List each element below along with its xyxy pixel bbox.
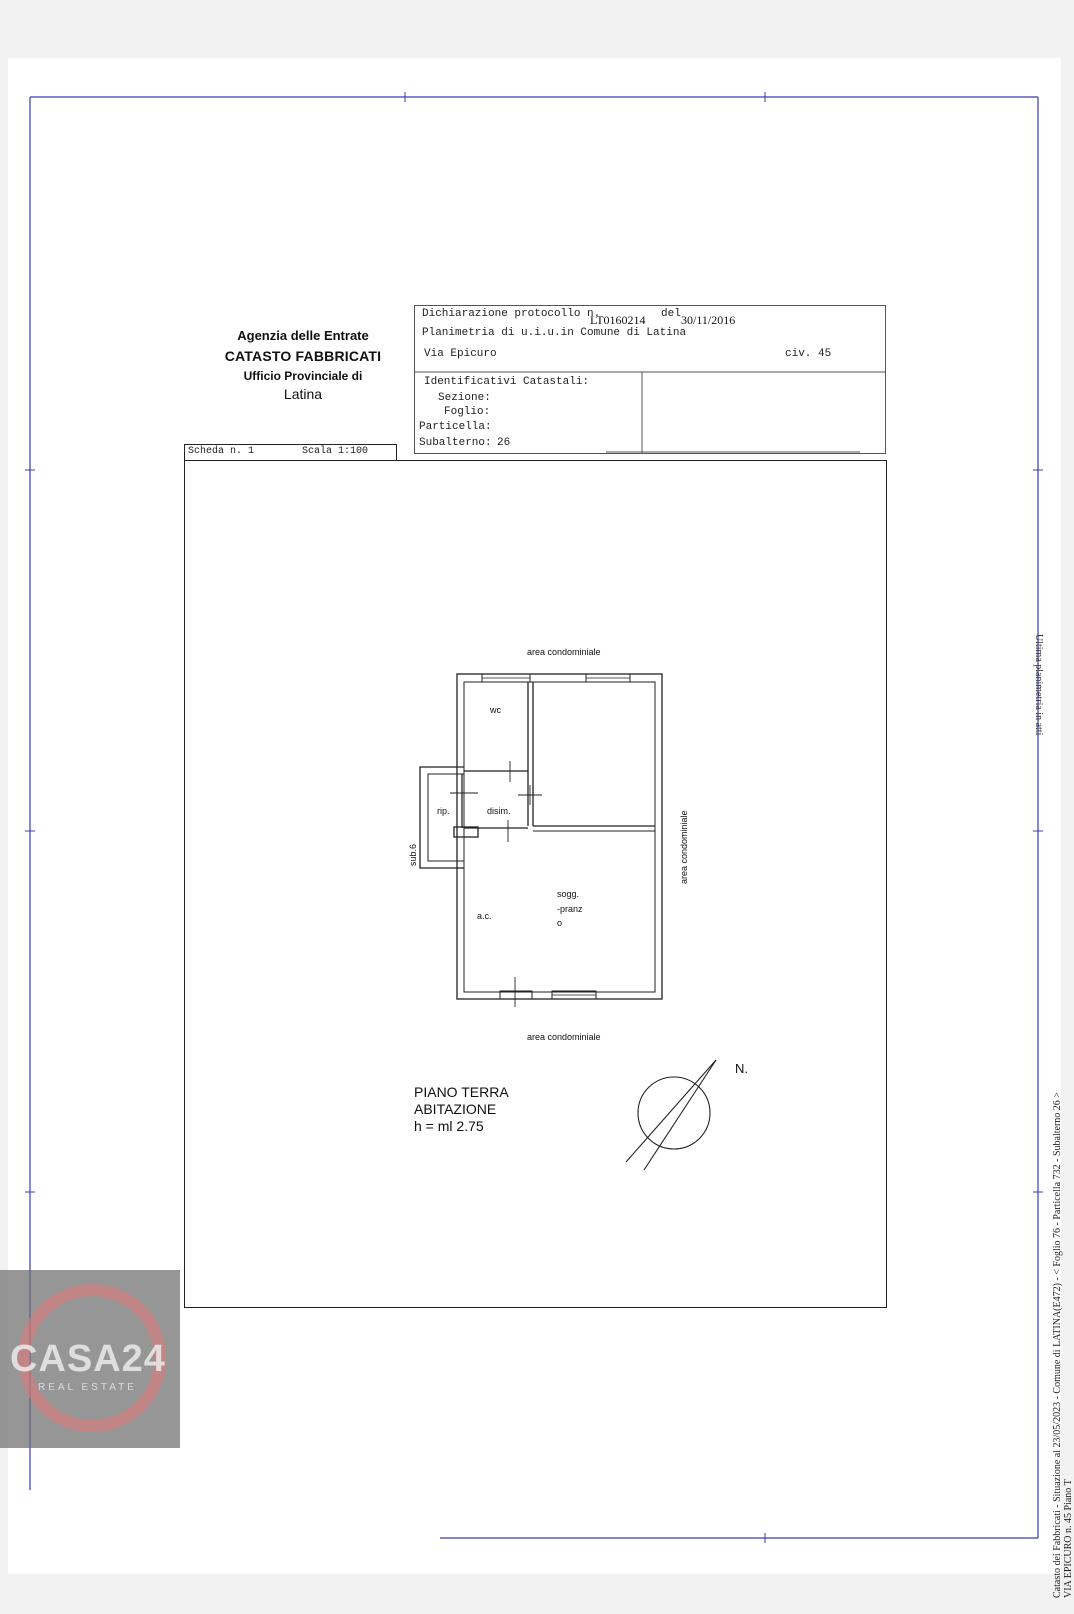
legend-use: ABITAZIONE — [414, 1101, 497, 1117]
office-label: Ufficio Provinciale di — [243, 369, 363, 383]
room-disim: disim. — [487, 806, 511, 816]
logo-text: CASA24 — [10, 1338, 166, 1380]
foglio-label: Foglio: — [444, 406, 491, 418]
watermark-logo — [0, 1270, 180, 1448]
scheda-number: Scheda n. 1 — [188, 446, 255, 457]
room-ac: a.c. — [477, 911, 492, 921]
declaration-date: 30/11/2016 — [681, 313, 736, 327]
room-sogg-1: sogg. — [557, 889, 580, 899]
identifiers-title: Identificativi Catastali: — [424, 376, 590, 388]
vertical-note: Catasto dei Fabbricati - Situazione al 23/05/2023 - Comune di LATINA(E472) - < Foglio 76 - Particella 732 - Subalterno 26 > — [1052, 1092, 1063, 1598]
legend-floor: PIANO TERRA — [414, 1084, 509, 1100]
area-top-label: area condominiale — [527, 647, 601, 657]
area-bottom-label: area condominiale — [527, 1032, 601, 1042]
area-right-label: area condominiale — [679, 810, 689, 884]
protocol-number: LT0160214 — [590, 313, 646, 327]
protocol-label: Dichiarazione protocollo n. — [422, 308, 601, 320]
room-sogg-3: o — [557, 918, 563, 928]
room-sogg-2: -pranz — [557, 904, 583, 914]
particella-label: Particella: — [419, 421, 492, 433]
date-label: del — [661, 308, 681, 320]
logo-subtext: REAL ESTATE — [38, 1382, 137, 1393]
sezione-label: Sezione: — [438, 392, 491, 404]
north-label: N. — [735, 1061, 748, 1076]
side-note: Ultima planimetria in atti — [1033, 634, 1044, 736]
drawing-area — [184, 460, 887, 1308]
sub-label: sub.6 — [408, 843, 418, 866]
subalterno-label: Subalterno: — [419, 437, 492, 449]
catasto-title: CATASTO FABBRICATI — [224, 348, 382, 364]
subalterno-value: 26 — [497, 437, 511, 449]
scale-label: Scala 1:100 — [302, 446, 369, 457]
agency-name: Agenzia delle Entrate — [237, 328, 369, 343]
agency-block — [188, 328, 418, 402]
room-wc: wc — [490, 705, 501, 715]
vertical-note-address: VIA EPICURO n. 45 Piano T — [1063, 1479, 1074, 1598]
legend-height: h = ml 2.75 — [414, 1118, 484, 1134]
planimetry-line: Planimetria di u.i.u.in Comune di Latina — [422, 327, 687, 339]
civic-number: civ. 45 — [785, 348, 832, 360]
office-city: Latina — [283, 386, 323, 402]
address: Via Epicuro — [424, 348, 497, 360]
floor-legend — [414, 1084, 509, 1135]
room-rip: rip. — [437, 806, 450, 816]
